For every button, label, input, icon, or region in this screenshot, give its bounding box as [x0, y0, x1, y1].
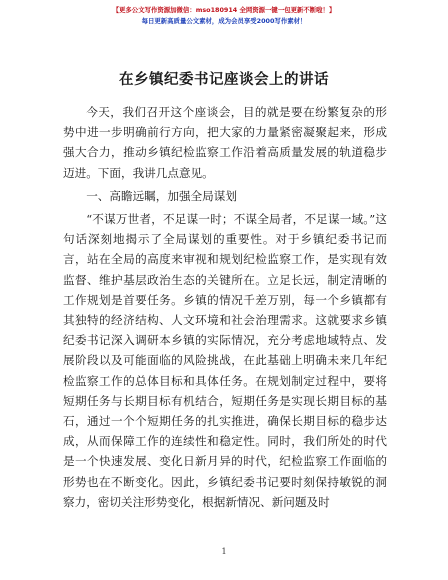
intro-paragraph: 今天，我们召开这个座谈会，目的就是要在纷繁复杂的形势中进一步明确前行方向，把大家的力量紧密凝聚起来，形成强大合力，推动乡镇纪检监察工作沿着高质量发展的轨道稳步迈进。下面，我讲几点意见。 [63, 105, 387, 180]
page-number: 1 [221, 547, 227, 556]
promo-banner-line-2: 每日更新高质量公文素材，成为会员享受2000写作素材！ [141, 17, 307, 25]
body-paragraph: “不谋万世者，不足谋一时；不谋全局者，不足谋一域。”这句话深刻地揭示了全局谋划的重要性。对于乡镇纪委书记而言，站在全局的高度来审视和规划纪检监察工作，是实现有效监督、维护基层政治生态的关键所在。立足长远，制定清晰的工作规划是首要任务。乡镇的情况千差万别，每一个乡镇都有其独特的经济结构、人文环境和社会治理需求。这就要求乡镇纪委书记深入调研本乡镇的实际情况，充分考虑地域特点、发展阶段以及可能面临的风险挑战，在此基础上明确未来几年纪检监察工作的总体目标和具体任务。在规划制定过程中，要将短期任务与长期目标有机结合，短期任务是实现长期目标的基石，通过一个个短期任务的扎实推进，确保长期目标的稳步达成，从而保障工作的连续性和稳定性。同时，我们所处的时代是一个快速发展、变化日新月异的时代，纪检监察工作面临的形势也在不断变化。因此，乡镇纪委书记要时刻保持敏锐的洞察力，密切关注形势变化，根据新情况、新问题及时 [63, 212, 387, 509]
document-title: 在乡镇纪委书记座谈会上的讲话 [119, 71, 329, 88]
document-body [63, 102, 387, 512]
promo-banner-line-1: 【更多公文写作资源加微信：mso180914 全网资源一键一包更新不断啦！】 [112, 6, 336, 14]
section-heading: 一、高瞻远瞩，加强全局谋划 [86, 188, 237, 203]
